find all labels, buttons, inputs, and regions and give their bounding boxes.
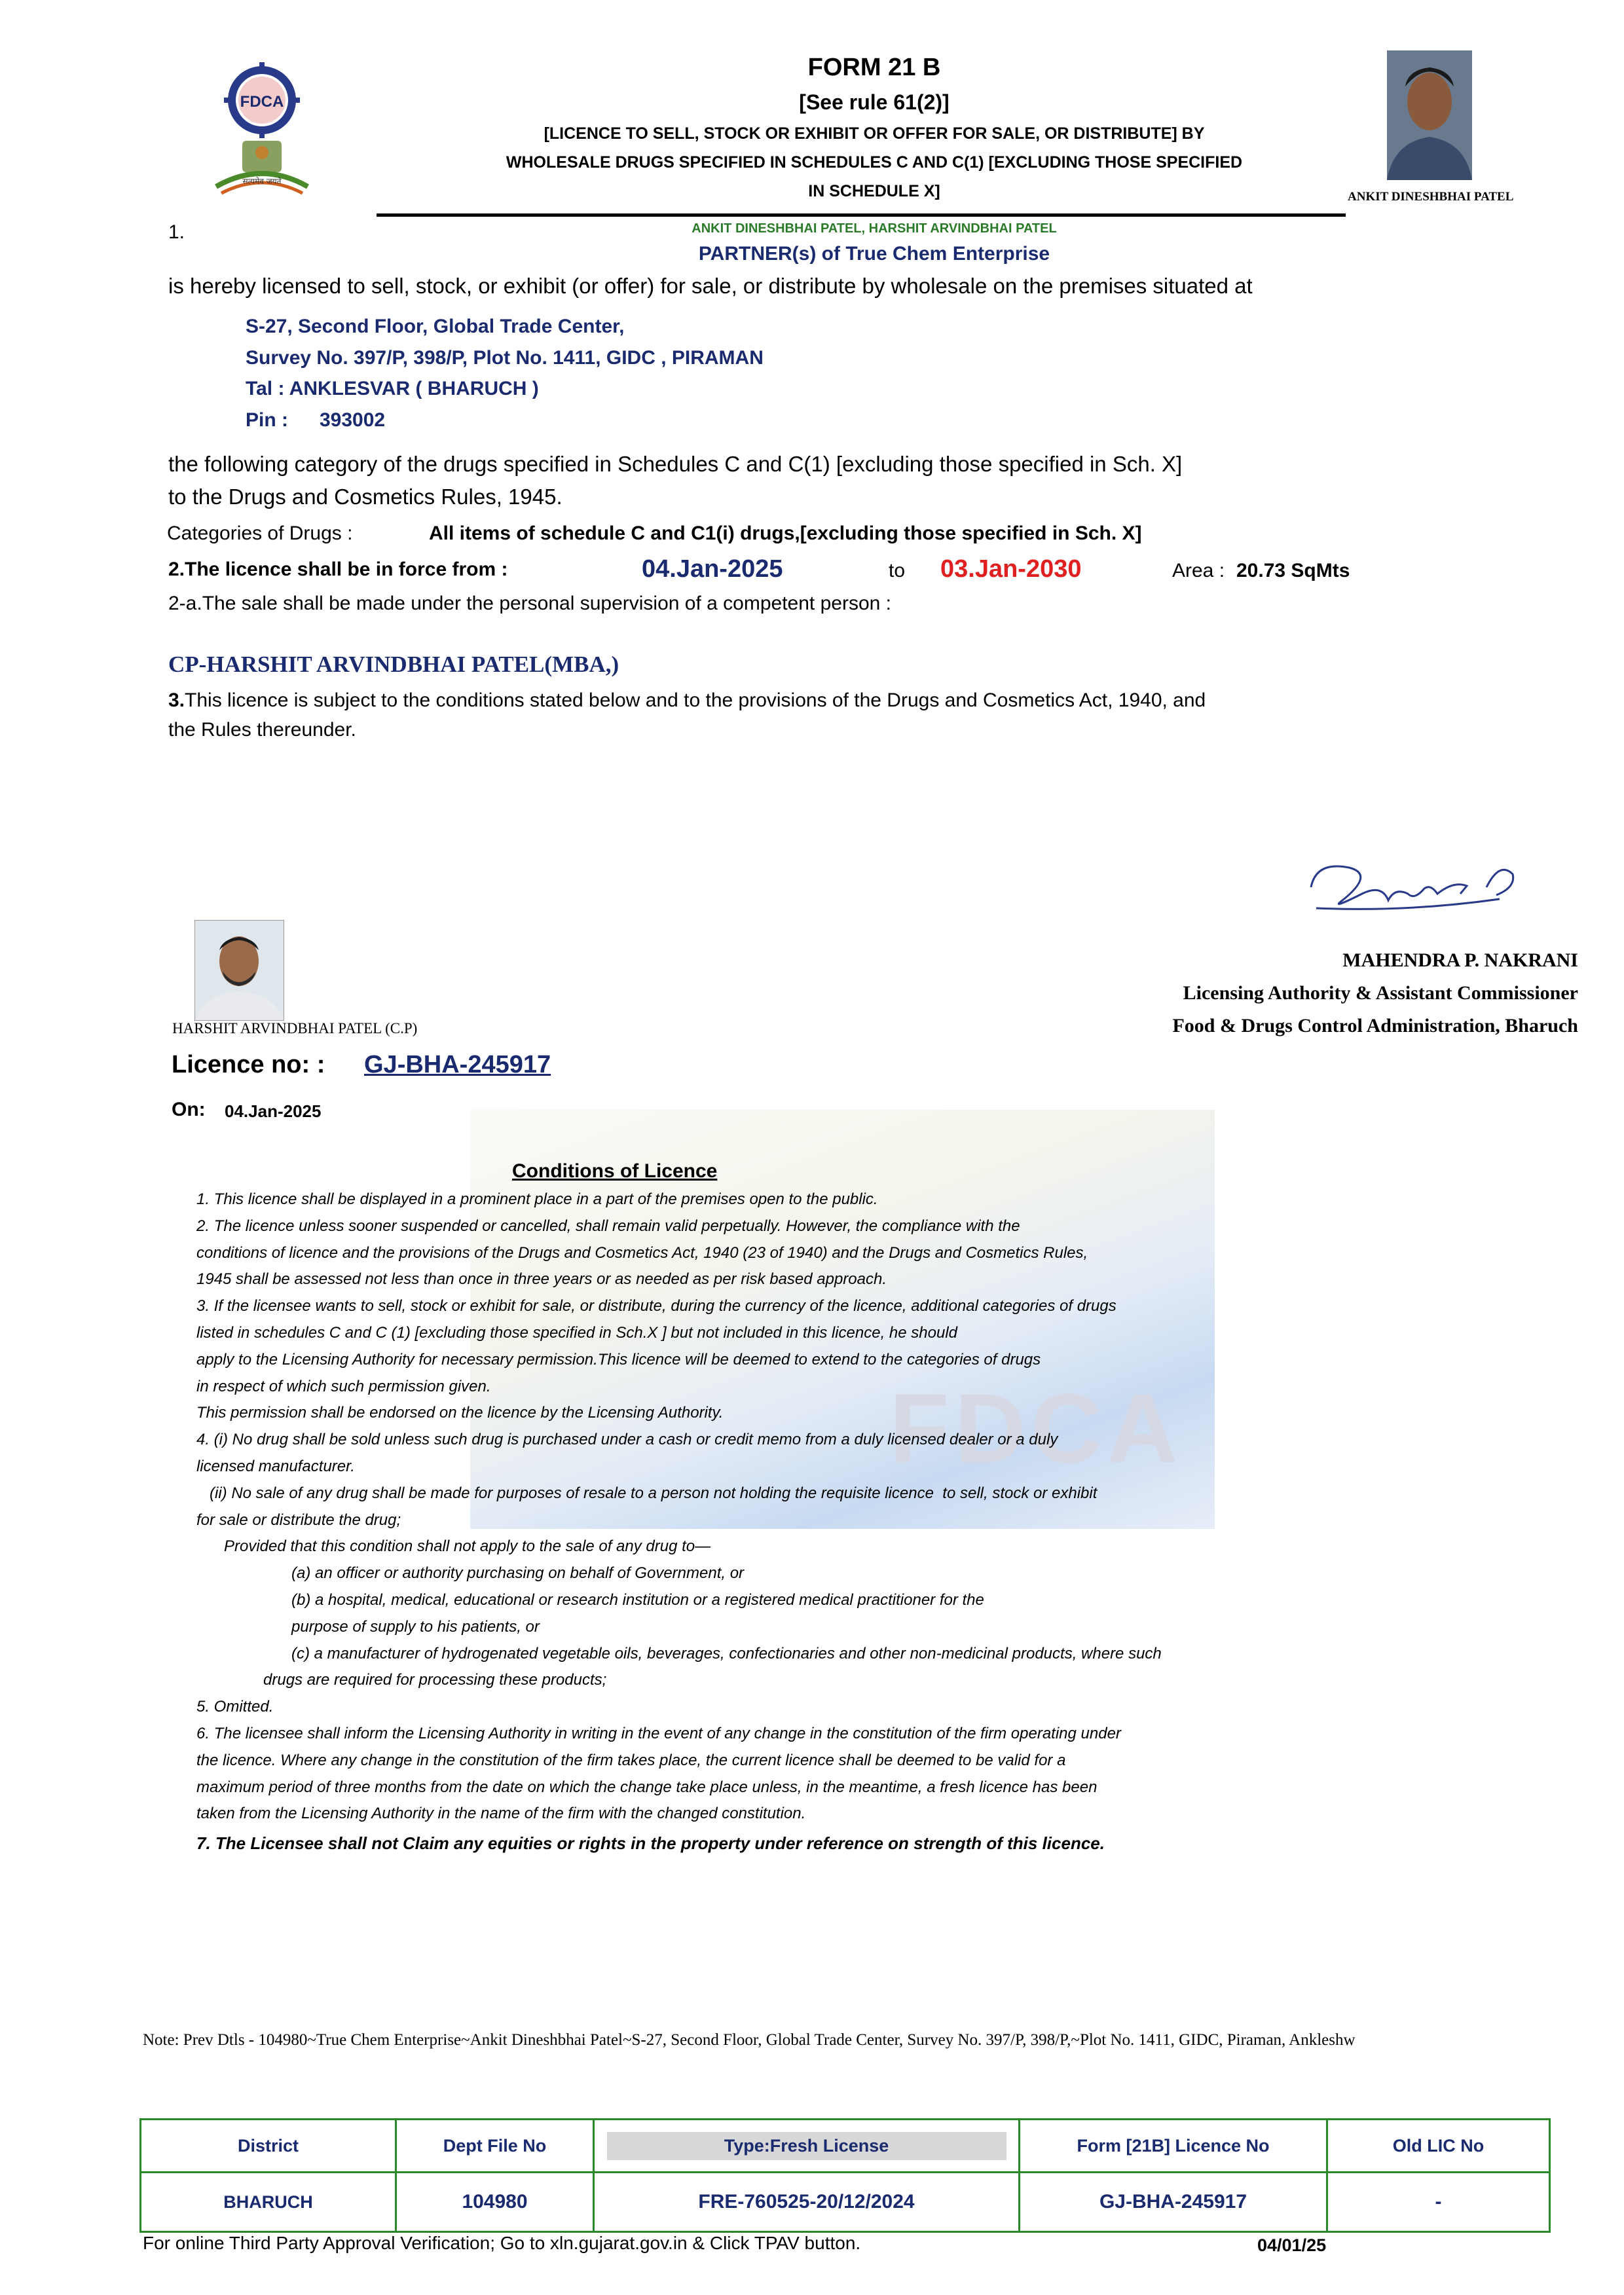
condition-line: This permission shall be endorsed on the licence by the Licensing Authority. (196, 1404, 724, 1422)
address-line-2: Survey No. 397/P, 398/P, Plot No. 1411, GIDC , PIRAMAN (246, 347, 764, 369)
form-description-3: IN SCHEDULE X] (808, 182, 940, 200)
svg-text:FDCA: FDCA (240, 93, 284, 111)
fdca-logo (210, 62, 314, 203)
form-description-1: [LICENCE TO SELL, STOCK OR EXHIBIT OR OFFER FOR SALE, OR DISTRIBUTE] BY (544, 124, 1205, 143)
condition-line: (ii) No sale of any drug shall be made for purposes of resale to a person not holding the requisite licence to sell, stock or exhibit (196, 1484, 1098, 1502)
conditions-intro-2: the Rules thereunder. (168, 719, 356, 741)
category-text-1: the following category of the drugs specified in Schedules C and C(1) [excluding those specified in Sch. X] (168, 452, 1183, 476)
condition-line: in respect of which such permission given. (196, 1377, 491, 1395)
summary-header-row (141, 2120, 1550, 2173)
condition-line: conditions of licence and the provisions of the Drugs and Cosmetics Act, 1940 (23 of 1940) and the Drugs and Cosmetics Rules, (196, 1243, 1088, 1262)
header-old-lic: Old LIC No (1327, 2120, 1550, 2173)
condition-line: 6. The licensee shall inform the Licensing Authority in writing in the event of any change in the constitution of the firm operating under (196, 1724, 1121, 1742)
condition-line: 4. (i) No drug shall be sold unless such drug is purchased under a cash or credit memo from a duly licensed dealer or a duly (196, 1431, 1058, 1449)
cp-photo-caption: HARSHIT ARVINDBHAI PATEL (C.P) (172, 1020, 418, 1037)
print-date: 04/01/25 (1257, 2235, 1327, 2255)
address-line-3: Tal : ANKLESVAR ( BHARUCH ) (246, 378, 539, 399)
area-label: Area : (1172, 560, 1225, 581)
supervision-text: 2-a.The sale shall be made under the personal supervision of a competent person : (168, 593, 891, 614)
condition-line: drugs are required for processing these products; (263, 1671, 607, 1689)
firm-name: PARTNER(s) of True Chem Enterprise (698, 243, 1050, 265)
value-dept-file: 104980 (396, 2173, 594, 2232)
summary-table (139, 2118, 1551, 2233)
authority-title-1: Licensing Authority & Assistant Commissioner (1183, 982, 1578, 1004)
condition-line: the licence. Where any change in the constitution of the firm takes place, the current licence shall be deemed to be valid for a (196, 1751, 1066, 1769)
pin-label: Pin : (246, 409, 288, 431)
area-value: 20.73 SqMts (1236, 560, 1350, 581)
previous-details-note: Note: Prev Dtls - 104980~True Chem Enterprise~Ankit Dineshbhai Patel~S-27, Second Floor, Global Trade Center, Survey No. 397/P, 398/P,~Plot No. 1411, GIDC, Piraman, Ankleshw (143, 2031, 1356, 2049)
valid-from-date: 04.Jan-2025 (642, 555, 783, 583)
condition-line: 5. Omitted. (196, 1698, 274, 1716)
condition-line: (a) an officer or authority purchasing on behalf of Government, or (291, 1564, 745, 1583)
condition-line: (c) a manufacturer of hydrogenated vegetable oils, beverages, confectionaries and other non-medicinal products, where such (291, 1644, 1162, 1662)
condition-line: 2. The licence unless sooner suspended or cancelled, shall remain valid perpetually. However, the compliance with the (196, 1217, 1020, 1235)
condition-line: licensed manufacturer. (196, 1457, 355, 1475)
conditions-intro-1: 3.This licence is subject to the conditions stated below and to the provisions of the Drugs and Cosmetics Act, 1940, and (168, 689, 1206, 711)
condition-line: Provided that this condition shall not apply to the sale of any drug to— (224, 1537, 711, 1556)
cp-photo (194, 920, 284, 1021)
value-licence-no: GJ-BHA-245917 (1020, 2173, 1327, 2232)
licence-intro: is hereby licensed to sell, stock, or exhibit (or offer) for sale, or distribute by wholesale on the premises situated at (168, 274, 1253, 298)
licence-on-label: On: (172, 1099, 206, 1120)
licence-number-label: Licence no: : (172, 1051, 325, 1078)
condition-line: (b) a hospital, medical, educational or research institution or a registered medical practitioner for the (291, 1590, 984, 1609)
header-type (594, 2120, 1020, 2173)
condition-line: apply to the Licensing Authority for necessary permission.This licence will be deemed to extend to the categories of drugs (196, 1350, 1041, 1368)
conditions-heading: Conditions of Licence (512, 1160, 718, 1182)
condition-line: 1. This licence shall be displayed in a prominent place in a part of the premises open to the public. (196, 1190, 878, 1208)
form-title: FORM 21 B (807, 54, 941, 81)
valid-to-date: 03.Jan-2030 (940, 555, 1082, 583)
watermark-text: FDCA (889, 1373, 1183, 1483)
condition-line: purpose of supply to his patients, or (291, 1617, 540, 1636)
header-licence-no: Form [21B] Licence No (1020, 2120, 1327, 2173)
licence-on-date: 04.Jan-2025 (225, 1101, 322, 1121)
condition-final: 7. The Licensee shall not Claim any equities or rights in the property under reference on strength of this licence. (196, 1833, 1105, 1854)
authority-title-2: Food & Drugs Control Administration, Bharuch (1172, 1015, 1578, 1037)
pin-value: 393002 (320, 409, 386, 431)
header-district: District (141, 2120, 396, 2173)
licence-number: GJ-BHA-245917 (364, 1051, 551, 1078)
competent-person: CP-HARSHIT ARVINDBHAI PATEL(MBA,) (168, 652, 619, 677)
condition-line: 3. If the licensee wants to sell, stock or exhibit for sale, or distribute, during the currency of the licence, additional categories of drugs (196, 1297, 1116, 1315)
categories-value: All items of schedule C and C1(i) drugs,[excluding those specified in Sch. X] (429, 523, 1142, 544)
validity-label: 2.The licence shall be in force from : (168, 559, 508, 580)
condition-line: listed in schedules C and C (1) [excluding those specified in Sch.X ] but not included in this licence, he should (196, 1323, 958, 1342)
form-description-2: WHOLESALE DRUGS SPECIFIED IN SCHEDULES C AND C(1) [EXCLUDING THOSE SPECIFIED (506, 153, 1243, 172)
licensee-photo (1387, 50, 1472, 180)
svg-text:सत्यमेव जयते: सत्यमेव जयते (242, 177, 282, 186)
condition-line: 1945 shall be assessed not less than once in three years or as needed as per risk based approach. (196, 1270, 887, 1289)
categories-label: Categories of Drugs : (167, 523, 353, 544)
category-text-2: to the Drugs and Cosmetics Rules, 1945. (168, 485, 563, 509)
header-dept-file: Dept File No (396, 2120, 594, 2173)
licensee-number: 1. (168, 221, 185, 243)
condition-line: taken from the Licensing Authority in the name of the firm with the changed constitution. (196, 1805, 806, 1823)
partners-names: ANKIT DINESHBHAI PATEL, HARSHIT ARVINDBHAI PATEL (692, 221, 1057, 236)
condition-line: for sale or distribute the drug; (196, 1511, 401, 1529)
address-line-1: S-27, Second Floor, Global Trade Center, (246, 316, 625, 337)
value-type: FRE-760525-20/12/2024 (594, 2173, 1020, 2232)
value-district: BHARUCH (141, 2173, 396, 2232)
form-rule: [See rule 61(2)] (799, 90, 950, 114)
header-rule (377, 213, 1346, 217)
tpav-verification-note: For online Third Party Approval Verification; Go to xln.gujarat.gov.in & Click TPAV button. (143, 2233, 861, 2253)
authority-signature (1303, 848, 1585, 933)
type-badge: Type:Fresh License (607, 2132, 1006, 2160)
condition-line: maximum period of three months from the date on which the change take place unless, in the meantime, a fresh licence has been (196, 1778, 1098, 1796)
value-old-lic: - (1327, 2173, 1550, 2232)
valid-to-label: to (889, 560, 906, 581)
licensee-photo-caption: ANKIT DINESHBHAI PATEL (1348, 190, 1514, 204)
conditions-list (196, 1186, 1323, 1857)
summary-value-row (141, 2173, 1550, 2232)
authority-name: MAHENDRA P. NAKRANI (1342, 949, 1578, 971)
